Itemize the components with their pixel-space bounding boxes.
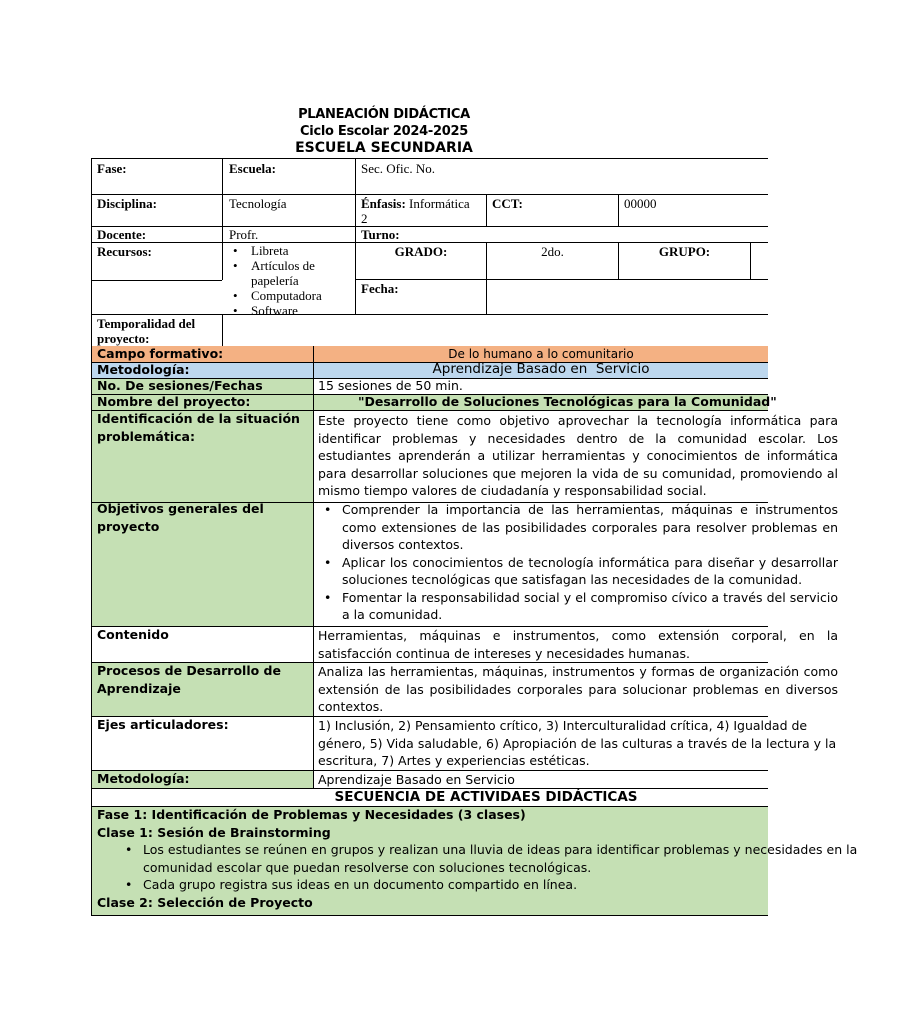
secuencia-content xyxy=(97,806,858,914)
metodologia2-label: Metodología: xyxy=(97,771,190,786)
objetivo-item: • Comprender la importancia de las herramientas, máquinas e instrumentos como extensiones de las posibilidades corporales para resolver problemas en diversos contextos. xyxy=(342,501,838,554)
metodologia2-value: Aprendizaje Basado en Servicio xyxy=(318,772,515,787)
objetivos-label: Objetivos generales del proyecto xyxy=(97,501,264,534)
campo-label: Campo formativo: xyxy=(97,346,224,361)
recursos-list xyxy=(229,243,354,318)
enfasis-label: Énfasis: xyxy=(361,196,406,211)
cct-label: CCT: xyxy=(492,196,523,211)
grupo-label: GRUPO: xyxy=(658,244,711,259)
ejes-label: Ejes articuladores: xyxy=(97,717,229,732)
escuela-label: Escuela: xyxy=(229,161,276,176)
enfasis-cell xyxy=(361,196,485,226)
objetivo-item: • Aplicar los conocimientos de tecnología informática para diseñar y desarrollar soluciones tecnológicas que satisfagan las necesidades de la comunidad. xyxy=(342,554,838,589)
escuela-value: Sec. Ofic. No. xyxy=(361,161,436,176)
grado-label: GRADO: xyxy=(394,244,448,259)
temporalidad-label: Temporalidad del proyecto: xyxy=(97,316,196,346)
disciplina-value: Tecnología xyxy=(229,196,287,211)
nombre-label: Nombre del proyecto: xyxy=(97,394,251,409)
fase-label: Fase: xyxy=(97,161,127,176)
docente-value: Profr. xyxy=(229,227,259,242)
objetivos-list xyxy=(318,501,838,626)
fecha-label: Fecha: xyxy=(361,281,399,296)
secuencia-title: SECUENCIA DE ACTIVIDAES DIDÁCTICAS xyxy=(334,789,638,805)
nombre-value: "Desarrollo de Soluciones Tecnológicas para la Comunidad" xyxy=(358,394,777,409)
cct-value: 00000 xyxy=(624,196,657,211)
contenido-value: Herramientas, máquinas e instrumentos, como extensión corporal, en la satisfacción continua de intereses y necesidades humanas. xyxy=(318,628,838,661)
procesos-label: Procesos de Desarrollo de Aprendizaje xyxy=(97,663,281,696)
clase1-title: Clase 1: Sesión de Brainstorming xyxy=(97,824,331,840)
turno-label: Turno: xyxy=(361,227,400,242)
clase1-item: • Cada grupo registra sus ideas en un documento compartido en línea. xyxy=(143,876,903,894)
contenido-label: Contenido xyxy=(97,627,169,642)
enfasis-value-2: 2 xyxy=(361,211,368,226)
recurso-item: • Computadora xyxy=(251,288,354,303)
identificacion-label: Identificación de la situación problemática: xyxy=(97,411,300,444)
identificacion-value: Este proyecto tiene como objetivo aprovechar la tecnología informática para identificar problemas y necesidades dentro de la comunidad escolar. Los estudiantes aprenderán a utilizar herramientas y conocimientos de informática para desarrollar soluciones que mejoren la vida de su comunidad, promoviendo al mismo tiempo valores de ciudadanía y responsabilidad social. xyxy=(318,413,838,498)
fase1-title: Fase 1: Identificación de Problemas y Necesidades (3 clases) xyxy=(97,807,526,822)
recurso-item: • Artículos de papelería xyxy=(251,258,354,288)
clase2-title: Clase 2: Selección de Proyecto xyxy=(97,894,313,910)
ejes-value: 1) Inclusión, 2) Pensamiento crítico, 3) Interculturalidad crítica, 4) Igualdad de género, 5) Vida saludable, 6) Apropiación de las culturas a través de la lectura y la escritura, 7) Artes y experiencias estéticas. xyxy=(318,718,837,768)
objetivo-item: • Fomentar la responsabilidad social y el compromiso cívico a través del servicio a la comunidad. xyxy=(342,589,838,624)
recursos-label: Recursos: xyxy=(97,244,152,259)
campo-value: De lo humano a lo comunitario xyxy=(448,347,634,361)
school-cycle: Ciclo Escolar 2024-2025 xyxy=(300,124,468,139)
recurso-item: • Software xyxy=(251,303,354,318)
disciplina-label: Disciplina: xyxy=(97,196,157,211)
recurso-item: • Libreta xyxy=(251,243,354,258)
clase1-item: • Los estudiantes se reúnen en grupos y realizan una lluvia de ideas para identificar problemas y necesidades en la comunidad escolar que puedan resolverse con soluciones tecnológicas. xyxy=(143,841,903,876)
school-type: ESCUELA SECUNDARIA xyxy=(295,140,473,156)
docente-label: Docente: xyxy=(97,227,147,242)
metodologia-label: Metodología: xyxy=(97,362,190,377)
grado-value: 2do. xyxy=(541,244,564,259)
procesos-value: Analiza las herramientas, máquinas, instrumentos y formas de organización como extensión de las posibilidades corporales para solucionar problemas en diversos contextos. xyxy=(318,664,838,714)
enfasis-value: Informática xyxy=(405,196,470,211)
document-title: PLANEACIÓN DIDÁCTICA xyxy=(298,107,470,122)
metodologia-value: Aprendizaje Basado en Servicio xyxy=(432,361,650,377)
sesiones-label: No. De sesiones/Fechas xyxy=(97,378,263,393)
sesiones-value: 15 sesiones de 50 min. xyxy=(318,378,463,393)
